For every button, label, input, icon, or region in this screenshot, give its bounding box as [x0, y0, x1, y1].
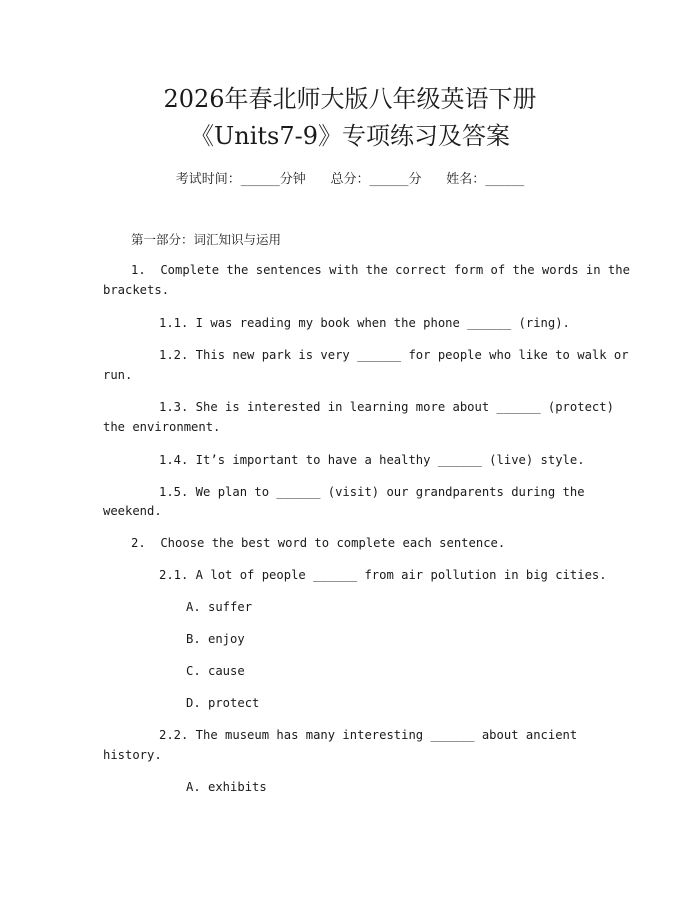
item-1-1: 1.1. I was reading my book when the phone ______ (ring). [159, 316, 570, 330]
item-2-2: 2.2. The museum has many interesting ______ about ancient [159, 728, 578, 742]
item-1-3: 1.3. She is interested in learning more about ______ (protect) [159, 400, 614, 414]
exam-info: 考试时间：______分钟 总分：______分 姓名：______ [175, 172, 525, 187]
title-line-1: 2026年春北师大版八年级英语下册 [163, 85, 537, 113]
option-2-1-b: B. enjoy [186, 632, 245, 646]
option-2-1-c: C. cause [186, 664, 245, 678]
option-2-2-a: A. exhibits [186, 780, 267, 794]
item-1-2-cont: run. [103, 368, 133, 382]
question-1-text-cont: brackets. [103, 283, 170, 297]
question-1-text: 1. Complete the sentences with the correct form of the words in the [131, 263, 630, 277]
item-1-4: 1.4. It’s important to have a healthy ______ (live) style. [159, 453, 585, 467]
item-1-5-cont: weekend. [103, 504, 162, 518]
option-2-1-d: D. protect [186, 696, 260, 710]
section-heading: 第一部分：词汇知识与运用 [131, 232, 282, 247]
title-line-2: 《Units7-9》专项练习及答案 [190, 122, 510, 150]
item-2-1: 2.1. A lot of people ______ from air pollution in big cities. [159, 568, 607, 582]
item-1-5: 1.5. We plan to ______ (visit) our grandparents during the [159, 485, 585, 499]
item-1-2: 1.2. This new park is very ______ for people who like to walk or [159, 348, 629, 362]
item-2-2-cont: history. [103, 748, 162, 762]
question-2-text: 2. Choose the best word to complete each sentence. [131, 536, 506, 550]
item-1-3-cont: the environment. [103, 420, 221, 434]
option-2-1-a: A. suffer [186, 600, 253, 614]
